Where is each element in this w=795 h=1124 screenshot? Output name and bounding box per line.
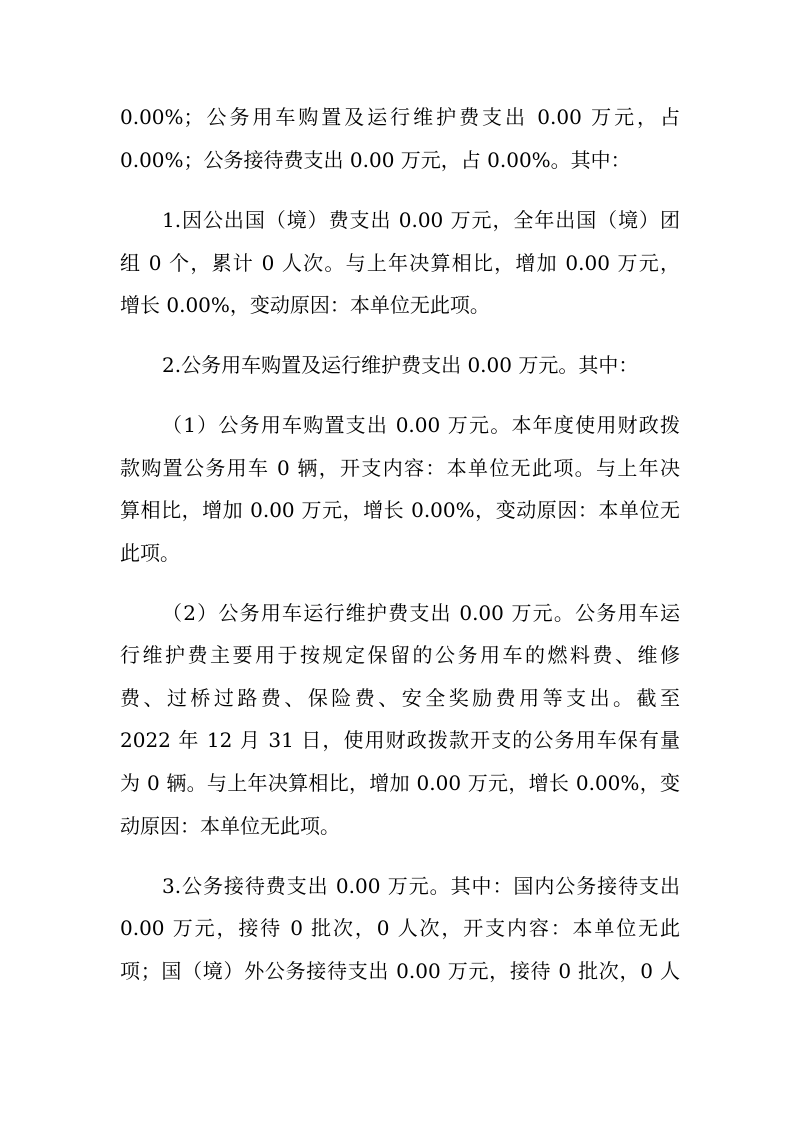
paragraph-line: 此项。 bbox=[120, 541, 180, 565]
paragraph-line: 算相比，增加 0.00 万元，增长 0.00%，变动原因：本单位无 bbox=[120, 498, 680, 522]
paragraph-line: 2022 年 12 月 31 日，使用财政拨款开支的公务用车保有量 bbox=[120, 728, 680, 752]
paragraph-line: 组 0 个，累计 0 人次。与上年决算相比，增加 0.00 万元， bbox=[120, 251, 680, 275]
paragraph-line: 动原因：本单位无此项。 bbox=[120, 814, 340, 838]
paragraph-line: 项；国（境）外公务接待支出 0.00 万元，接待 0 批次，0 人 bbox=[120, 959, 680, 983]
paragraph-line: 增长 0.00%，变动原因：本单位无此项。 bbox=[120, 293, 490, 317]
paragraph-first-line: （2）公务用车运行维护费支出 0.00 万元。公务用车运 bbox=[162, 601, 680, 625]
paragraph-line: 款购置公务用车 0 辆，开支内容：本单位无此项。与上年决 bbox=[120, 456, 680, 480]
paragraph-line: 0.00%；公务用车购置及运行维护费支出 0.00 万元，占 bbox=[120, 105, 680, 129]
paragraph-first-line: 1.因公出国（境）费支出 0.00 万元，全年出国（境）团 bbox=[162, 208, 680, 232]
paragraph-line: 费、过桥过路费、保险费、安全奖励费用等支出。截至 bbox=[120, 686, 680, 710]
paragraph-first-line: 3.公务接待费支出 0.00 万元。其中：国内公务接待支出 bbox=[162, 874, 680, 898]
paragraph-line: 行维护费主要用于按规定保留的公务用车的燃料费、维修 bbox=[120, 643, 680, 667]
paragraph-first-line: （1）公务用车购置支出 0.00 万元。本年度使用财政拨 bbox=[162, 413, 680, 437]
paragraph-first-line: 2.公务用车购置及运行维护费支出 0.00 万元。其中： bbox=[162, 353, 639, 377]
paragraph-line: 0.00%；公务接待费支出 0.00 万元，占 0.00%。其中： bbox=[120, 148, 631, 172]
paragraph-line: 为 0 辆。与上年决算相比，增加 0.00 万元，增长 0.00%，变 bbox=[120, 771, 680, 795]
paragraph-line: 0.00 万元，接待 0 批次，0 人次，开支内容：本单位无此 bbox=[120, 916, 680, 940]
